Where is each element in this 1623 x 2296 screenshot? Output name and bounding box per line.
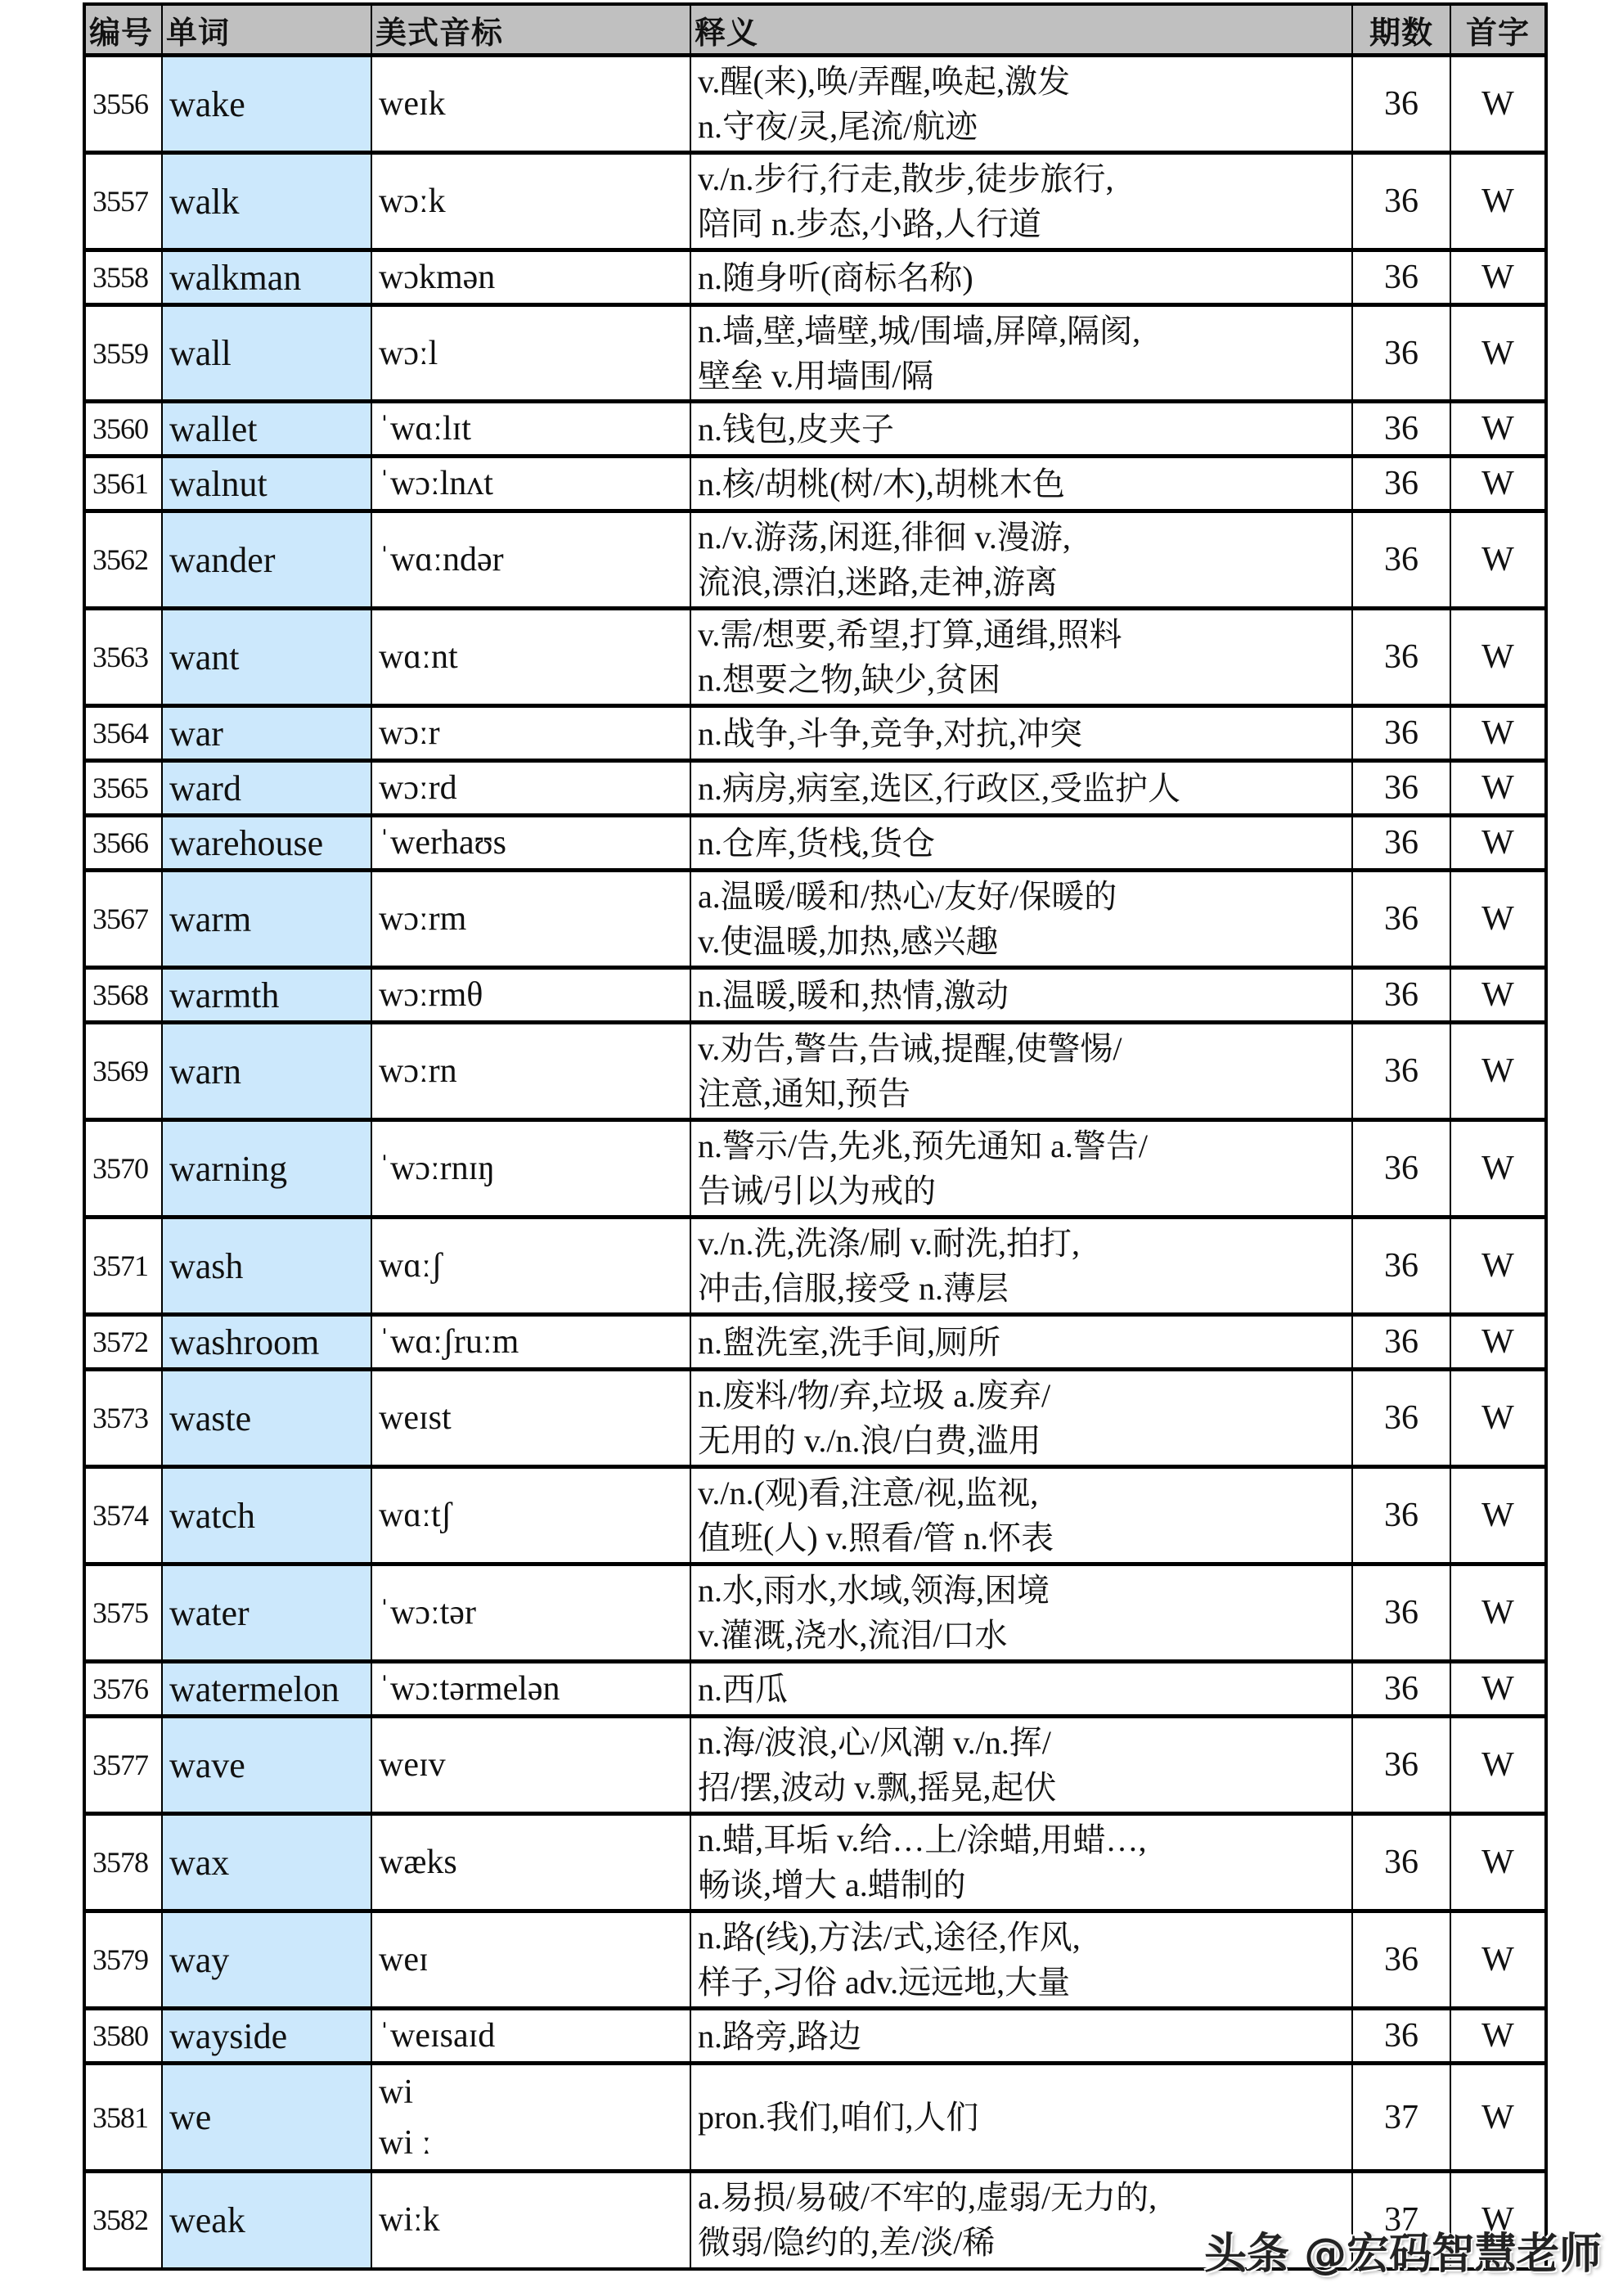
cell-id: 3579 <box>84 1911 162 2009</box>
cell-id: 3566 <box>84 816 162 871</box>
definition-line: n.守夜/灵,尾流/航迹 <box>698 108 978 145</box>
cell-word: wall <box>162 305 371 402</box>
cell-initial: W <box>1450 1564 1546 1662</box>
cell-word: warm <box>162 871 371 968</box>
cell-word: wallet <box>162 402 371 457</box>
definition-line: 无用的 v./n.浪/白费,滥用 <box>698 1422 1041 1459</box>
definition-line: n.温暖,暖和,热情,激动 <box>698 976 1009 1014</box>
ipa-line: wɑːtʃ <box>379 1497 452 1534</box>
table-row <box>84 1717 1546 1814</box>
cell-id: 3581 <box>84 2064 162 2172</box>
definition-line: 值班(人) v.照看/管 n.怀表 <box>698 1519 1054 1556</box>
cell-word: warmth <box>162 968 371 1023</box>
header-issue: 期数 <box>1352 4 1450 56</box>
cell-initial: W <box>1450 2009 1546 2064</box>
cell-ipa <box>371 761 690 816</box>
definition-line: 畅谈,增大 a.蜡制的 <box>698 1866 966 1903</box>
cell-ipa <box>371 2064 690 2172</box>
ipa-line: wi ː <box>379 2123 432 2162</box>
cell-ipa <box>371 1315 690 1370</box>
cell-issue: 36 <box>1352 1467 1450 1564</box>
definition-line: 招/摆,波动 v.飘,摇晃,起伏 <box>698 1769 1057 1806</box>
cell-definition <box>690 1467 1352 1564</box>
cell-id: 3570 <box>84 1120 162 1218</box>
cell-word: watermelon <box>162 1662 371 1717</box>
cell-issue: 36 <box>1352 871 1450 968</box>
ipa-line: weɪk <box>379 85 446 123</box>
cell-ipa <box>371 871 690 968</box>
cell-word: we <box>162 2064 371 2172</box>
table-row <box>84 2009 1546 2064</box>
table-row <box>84 1120 1546 1218</box>
cell-ipa <box>371 1218 690 1315</box>
definition-line: v.需/想要,希望,打算,通缉,照料 <box>698 616 1122 653</box>
definition-line: v./n.(观)看,注意/视,监视, <box>698 1474 1039 1511</box>
cell-ipa <box>371 457 690 511</box>
cell-id: 3572 <box>84 1315 162 1370</box>
cell-id: 3558 <box>84 250 162 305</box>
ipa-line: ˈweɪsaɪd <box>379 2017 496 2055</box>
cell-initial: W <box>1450 816 1546 871</box>
ipa-line: wɔːk <box>379 182 446 220</box>
cell-ipa <box>371 2172 690 2269</box>
cell-issue: 36 <box>1352 761 1450 816</box>
cell-initial: W <box>1450 1315 1546 1370</box>
table-row <box>84 871 1546 968</box>
header-ipa: 美式音标 <box>371 4 690 56</box>
cell-word: wax <box>162 1814 371 1911</box>
table-row <box>84 1662 1546 1717</box>
cell-id: 3560 <box>84 402 162 457</box>
cell-definition <box>690 1023 1352 1120</box>
ipa-line: ˈwɑːndər <box>379 541 504 579</box>
cell-word: war <box>162 706 371 761</box>
table-row <box>84 1218 1546 1315</box>
cell-issue: 36 <box>1352 402 1450 457</box>
cell-id: 3575 <box>84 1564 162 1662</box>
cell-ipa <box>371 305 690 402</box>
definition-line: 告诫/引以为戒的 <box>698 1173 937 1209</box>
cell-issue: 37 <box>1352 2172 1450 2269</box>
cell-definition <box>690 511 1352 609</box>
cell-issue: 36 <box>1352 2009 1450 2064</box>
cell-definition <box>690 706 1352 761</box>
cell-ipa <box>371 816 690 871</box>
cell-initial: W <box>1450 871 1546 968</box>
cell-definition <box>690 1814 1352 1911</box>
cell-issue: 36 <box>1352 1717 1450 1814</box>
cell-initial: W <box>1450 1467 1546 1564</box>
vocabulary-table <box>83 2 1548 2271</box>
header-word: 单词 <box>162 4 371 56</box>
definition-line: n.墙,壁,墙壁,城/围墙,屏障,隔阂, <box>698 312 1141 349</box>
cell-initial: W <box>1450 250 1546 305</box>
definition-line: n.西瓜 <box>698 1670 788 1708</box>
cell-ipa <box>371 56 690 153</box>
cell-id: 3574 <box>84 1467 162 1564</box>
ipa-line: weɪv <box>379 1746 446 1784</box>
definition-line: v./n.洗,洗涤/刷 v.耐洗,拍打, <box>698 1225 1081 1262</box>
cell-issue: 37 <box>1352 2064 1450 2172</box>
cell-initial: W <box>1450 1120 1546 1218</box>
cell-definition <box>690 1564 1352 1662</box>
definition-line: v./n.步行,行走,散步,徒步旅行, <box>698 160 1114 197</box>
ipa-line: wiːk <box>379 2201 440 2240</box>
ipa-line: weɪ <box>379 1941 429 1979</box>
definition-line: n.仓库,货栈,货仓 <box>698 824 935 862</box>
cell-initial: W <box>1450 153 1546 250</box>
cell-definition <box>690 816 1352 871</box>
cell-ipa <box>371 511 690 609</box>
cell-word: wave <box>162 1717 371 1814</box>
definition-line: 冲击,信服,接受 n.薄层 <box>698 1270 1009 1307</box>
definition-line: n.病房,病室,选区,行政区,受监护人 <box>698 769 1180 807</box>
cell-word: wash <box>162 1218 371 1315</box>
definition-line: n.战争,斗争,竞争,对抗,冲突 <box>698 714 1082 752</box>
ipa-line: ˈwerhaʊs <box>379 824 506 862</box>
cell-definition <box>690 968 1352 1023</box>
cell-id: 3577 <box>84 1717 162 1814</box>
cell-ipa <box>371 1662 690 1717</box>
ipa-line: wæks <box>379 1844 457 1881</box>
cell-word: ward <box>162 761 371 816</box>
cell-issue: 36 <box>1352 153 1450 250</box>
table-row <box>84 457 1546 511</box>
cell-ipa <box>371 2009 690 2064</box>
cell-definition <box>690 402 1352 457</box>
cell-initial: W <box>1450 1717 1546 1814</box>
definition-line: 陪同 n.步态,小路,人行道 <box>698 205 1041 242</box>
definition-line: 微弱/隐约的,差/淡/稀 <box>698 2224 996 2262</box>
cell-definition <box>690 1662 1352 1717</box>
cell-definition <box>690 1218 1352 1315</box>
cell-word: walk <box>162 153 371 250</box>
ipa-line: ˈwɑːʃruːm <box>379 1323 519 1361</box>
cell-issue: 36 <box>1352 511 1450 609</box>
cell-id: 3564 <box>84 706 162 761</box>
cell-definition <box>690 2064 1352 2172</box>
cell-ipa <box>371 153 690 250</box>
cell-initial: W <box>1450 1911 1546 2009</box>
definition-line: n.水,雨水,水域,领海,困境 <box>698 1572 1050 1609</box>
cell-ipa <box>371 1120 690 1218</box>
cell-ipa <box>371 1564 690 1662</box>
definition-line: n.蜡,耳垢 v.给…上/涂蜡,用蜡…, <box>698 1821 1147 1858</box>
table-row <box>84 1023 1546 1120</box>
cell-word: watch <box>162 1467 371 1564</box>
cell-id: 3578 <box>84 1814 162 1911</box>
cell-issue: 36 <box>1352 1315 1450 1370</box>
cell-issue: 36 <box>1352 706 1450 761</box>
cell-initial: W <box>1450 609 1546 706</box>
definition-line: a.易损/易破/不牢的,虚弱/无力的, <box>698 2179 1158 2217</box>
definition-line: n.警示/告,先兆,预先通知 a.警告/ <box>698 1128 1148 1164</box>
definition-line: v.劝告,警告,告诫,提醒,使警惕/ <box>698 1030 1122 1067</box>
cell-ipa <box>371 609 690 706</box>
definition-line: pron.我们,咱们,人们 <box>698 2099 979 2136</box>
cell-definition <box>690 1717 1352 1814</box>
cell-initial: W <box>1450 968 1546 1023</box>
cell-id: 3561 <box>84 457 162 511</box>
table-row <box>84 816 1546 871</box>
cell-word: warning <box>162 1120 371 1218</box>
cell-initial: W <box>1450 1814 1546 1911</box>
definition-line: 样子,习俗 adv.远远地,大量 <box>698 1964 1071 2001</box>
definition-line: n.废料/物/弃,垃圾 a.废弃/ <box>698 1377 1051 1414</box>
cell-word: walkman <box>162 250 371 305</box>
cell-definition <box>690 457 1352 511</box>
cell-initial: W <box>1450 1662 1546 1717</box>
cell-ipa <box>371 706 690 761</box>
table-row <box>84 1564 1546 1662</box>
cell-definition <box>690 1370 1352 1467</box>
cell-word: walnut <box>162 457 371 511</box>
table-row <box>84 402 1546 457</box>
cell-definition <box>690 609 1352 706</box>
header-row <box>84 4 1546 56</box>
table-row <box>84 56 1546 153</box>
cell-initial: W <box>1450 56 1546 153</box>
ipa-line: wɔːl <box>379 334 438 372</box>
cell-id: 3557 <box>84 153 162 250</box>
cell-ipa <box>371 402 690 457</box>
table-row <box>84 2064 1546 2172</box>
cell-id: 3580 <box>84 2009 162 2064</box>
cell-issue: 36 <box>1352 250 1450 305</box>
cell-ipa <box>371 1370 690 1467</box>
definition-line: v.灌溉,浇水,流泪/口水 <box>698 1617 1008 1654</box>
cell-ipa <box>371 1023 690 1120</box>
table-row <box>84 153 1546 250</box>
cell-issue: 36 <box>1352 305 1450 402</box>
definition-line: n.路旁,路边 <box>698 2017 861 2055</box>
cell-initial: W <box>1450 457 1546 511</box>
table-row <box>84 609 1546 706</box>
table-row <box>84 968 1546 1023</box>
ipa-line: ˈwɔːlnʌt <box>379 465 493 502</box>
table-row <box>84 1814 1546 1911</box>
table-row <box>84 250 1546 305</box>
cell-word: wayside <box>162 2009 371 2064</box>
cell-word: waste <box>162 1370 371 1467</box>
table-row <box>84 1370 1546 1467</box>
table-row <box>84 706 1546 761</box>
cell-id: 3571 <box>84 1218 162 1315</box>
cell-id: 3559 <box>84 305 162 402</box>
cell-ipa <box>371 250 690 305</box>
cell-issue: 36 <box>1352 1911 1450 2009</box>
cell-issue: 36 <box>1352 1662 1450 1717</box>
ipa-line: ˈwɑːlɪt <box>379 410 471 448</box>
definition-line: 流浪,漂泊,迷路,走神,游离 <box>698 564 1058 601</box>
cell-issue: 36 <box>1352 609 1450 706</box>
cell-issue: 36 <box>1352 1370 1450 1467</box>
cell-word: water <box>162 1564 371 1662</box>
definition-line: v.使温暖,加热,感兴趣 <box>698 923 999 960</box>
header-initial: 首字 <box>1450 4 1546 56</box>
cell-definition <box>690 1315 1352 1370</box>
cell-initial: W <box>1450 2172 1546 2269</box>
cell-initial: W <box>1450 2064 1546 2172</box>
cell-id: 3576 <box>84 1662 162 1717</box>
cell-issue: 36 <box>1352 968 1450 1023</box>
cell-ipa <box>371 968 690 1023</box>
ipa-line: weɪst <box>379 1399 452 1437</box>
cell-initial: W <box>1450 402 1546 457</box>
cell-issue: 36 <box>1352 1814 1450 1911</box>
ipa-line: wɔːrm <box>379 900 467 938</box>
definition-line: n.钱包,皮夹子 <box>698 410 894 448</box>
table-row <box>84 511 1546 609</box>
cell-definition <box>690 2009 1352 2064</box>
cell-issue: 36 <box>1352 457 1450 511</box>
header-id: 编号 <box>84 4 162 56</box>
cell-ipa <box>371 1717 690 1814</box>
cell-ipa <box>371 1911 690 2009</box>
cell-id: 3563 <box>84 609 162 706</box>
cell-ipa <box>371 1467 690 1564</box>
cell-definition <box>690 1120 1352 1218</box>
cell-initial: W <box>1450 1023 1546 1120</box>
table-row <box>84 305 1546 402</box>
table-row <box>84 1315 1546 1370</box>
definition-line: n.盥洗室,洗手间,厕所 <box>698 1323 1000 1361</box>
cell-word: warn <box>162 1023 371 1120</box>
cell-initial: W <box>1450 511 1546 609</box>
cell-issue: 36 <box>1352 1564 1450 1662</box>
cell-definition <box>690 871 1352 968</box>
cell-word: want <box>162 609 371 706</box>
cell-definition <box>690 761 1352 816</box>
cell-word: warehouse <box>162 816 371 871</box>
cell-issue: 36 <box>1352 816 1450 871</box>
cell-id: 3569 <box>84 1023 162 1120</box>
definition-line: a.温暖/暖和/热心/友好/保暖的 <box>698 878 1117 915</box>
cell-issue: 36 <box>1352 1023 1450 1120</box>
table-row <box>84 761 1546 816</box>
cell-id: 3568 <box>84 968 162 1023</box>
ipa-line: wɔkmən <box>379 259 496 296</box>
cell-issue: 36 <box>1352 1120 1450 1218</box>
cell-definition <box>690 153 1352 250</box>
cell-definition <box>690 1911 1352 2009</box>
cell-id: 3582 <box>84 2172 162 2269</box>
ipa-line: ˈwɔːrnɪŋ <box>379 1150 496 1187</box>
table-row <box>84 1467 1546 1564</box>
cell-word: wander <box>162 511 371 609</box>
definition-line: n.路(线),方法/式,途径,作风, <box>698 1919 1081 1956</box>
ipa-line: ˈwɔːtər <box>379 1594 476 1632</box>
table-body <box>84 56 1546 2269</box>
definition-line: n.核/胡桃(树/木),胡桃木色 <box>698 465 1065 502</box>
ipa-line: wɔːr <box>379 714 440 752</box>
cell-initial: W <box>1450 1370 1546 1467</box>
cell-ipa <box>371 1814 690 1911</box>
definition-line: 壁垒 v.用墙围/隔 <box>698 357 934 394</box>
cell-id: 3573 <box>84 1370 162 1467</box>
cell-definition <box>690 56 1352 153</box>
definition-line: n./v.游荡,闲逛,徘徊 v.漫游, <box>698 519 1071 556</box>
ipa-line: wɑːʃ <box>379 1247 443 1285</box>
cell-id: 3562 <box>84 511 162 609</box>
watermark: 头条 @宏码智慧老师 <box>1204 2230 1603 2279</box>
ipa-line: wɔːrd <box>379 769 457 807</box>
cell-definition <box>690 305 1352 402</box>
table-row <box>84 1911 1546 2009</box>
cell-id: 3556 <box>84 56 162 153</box>
cell-word: way <box>162 1911 371 2009</box>
definition-line: n.随身听(商标名称) <box>698 259 973 296</box>
definition-line: n.海/波浪,心/风潮 v./n.挥/ <box>698 1724 1051 1761</box>
definition-line: 注意,通知,预告 <box>698 1075 910 1112</box>
cell-initial: W <box>1450 1218 1546 1315</box>
cell-initial: W <box>1450 761 1546 816</box>
ipa-line: wɔːrn <box>379 1052 457 1090</box>
cell-word: weak <box>162 2172 371 2269</box>
ipa-line: wi <box>379 2073 413 2111</box>
definition-line: v.醒(来),唤/弄醒,唤起,激发 <box>698 63 1071 100</box>
cell-initial: W <box>1450 706 1546 761</box>
ipa-line: wɔːrmθ <box>379 976 483 1014</box>
cell-issue: 36 <box>1352 1218 1450 1315</box>
cell-id: 3567 <box>84 871 162 968</box>
cell-issue: 36 <box>1352 56 1450 153</box>
cell-definition <box>690 250 1352 305</box>
ipa-line: wɑːnt <box>379 638 458 676</box>
cell-word: wake <box>162 56 371 153</box>
cell-word: washroom <box>162 1315 371 1370</box>
header-definition: 释义 <box>690 4 1352 56</box>
cell-initial: W <box>1450 305 1546 402</box>
definition-line: n.想要之物,缺少,贫困 <box>698 661 1000 698</box>
cell-id: 3565 <box>84 761 162 816</box>
ipa-line: ˈwɔːtərmelən <box>379 1670 560 1708</box>
